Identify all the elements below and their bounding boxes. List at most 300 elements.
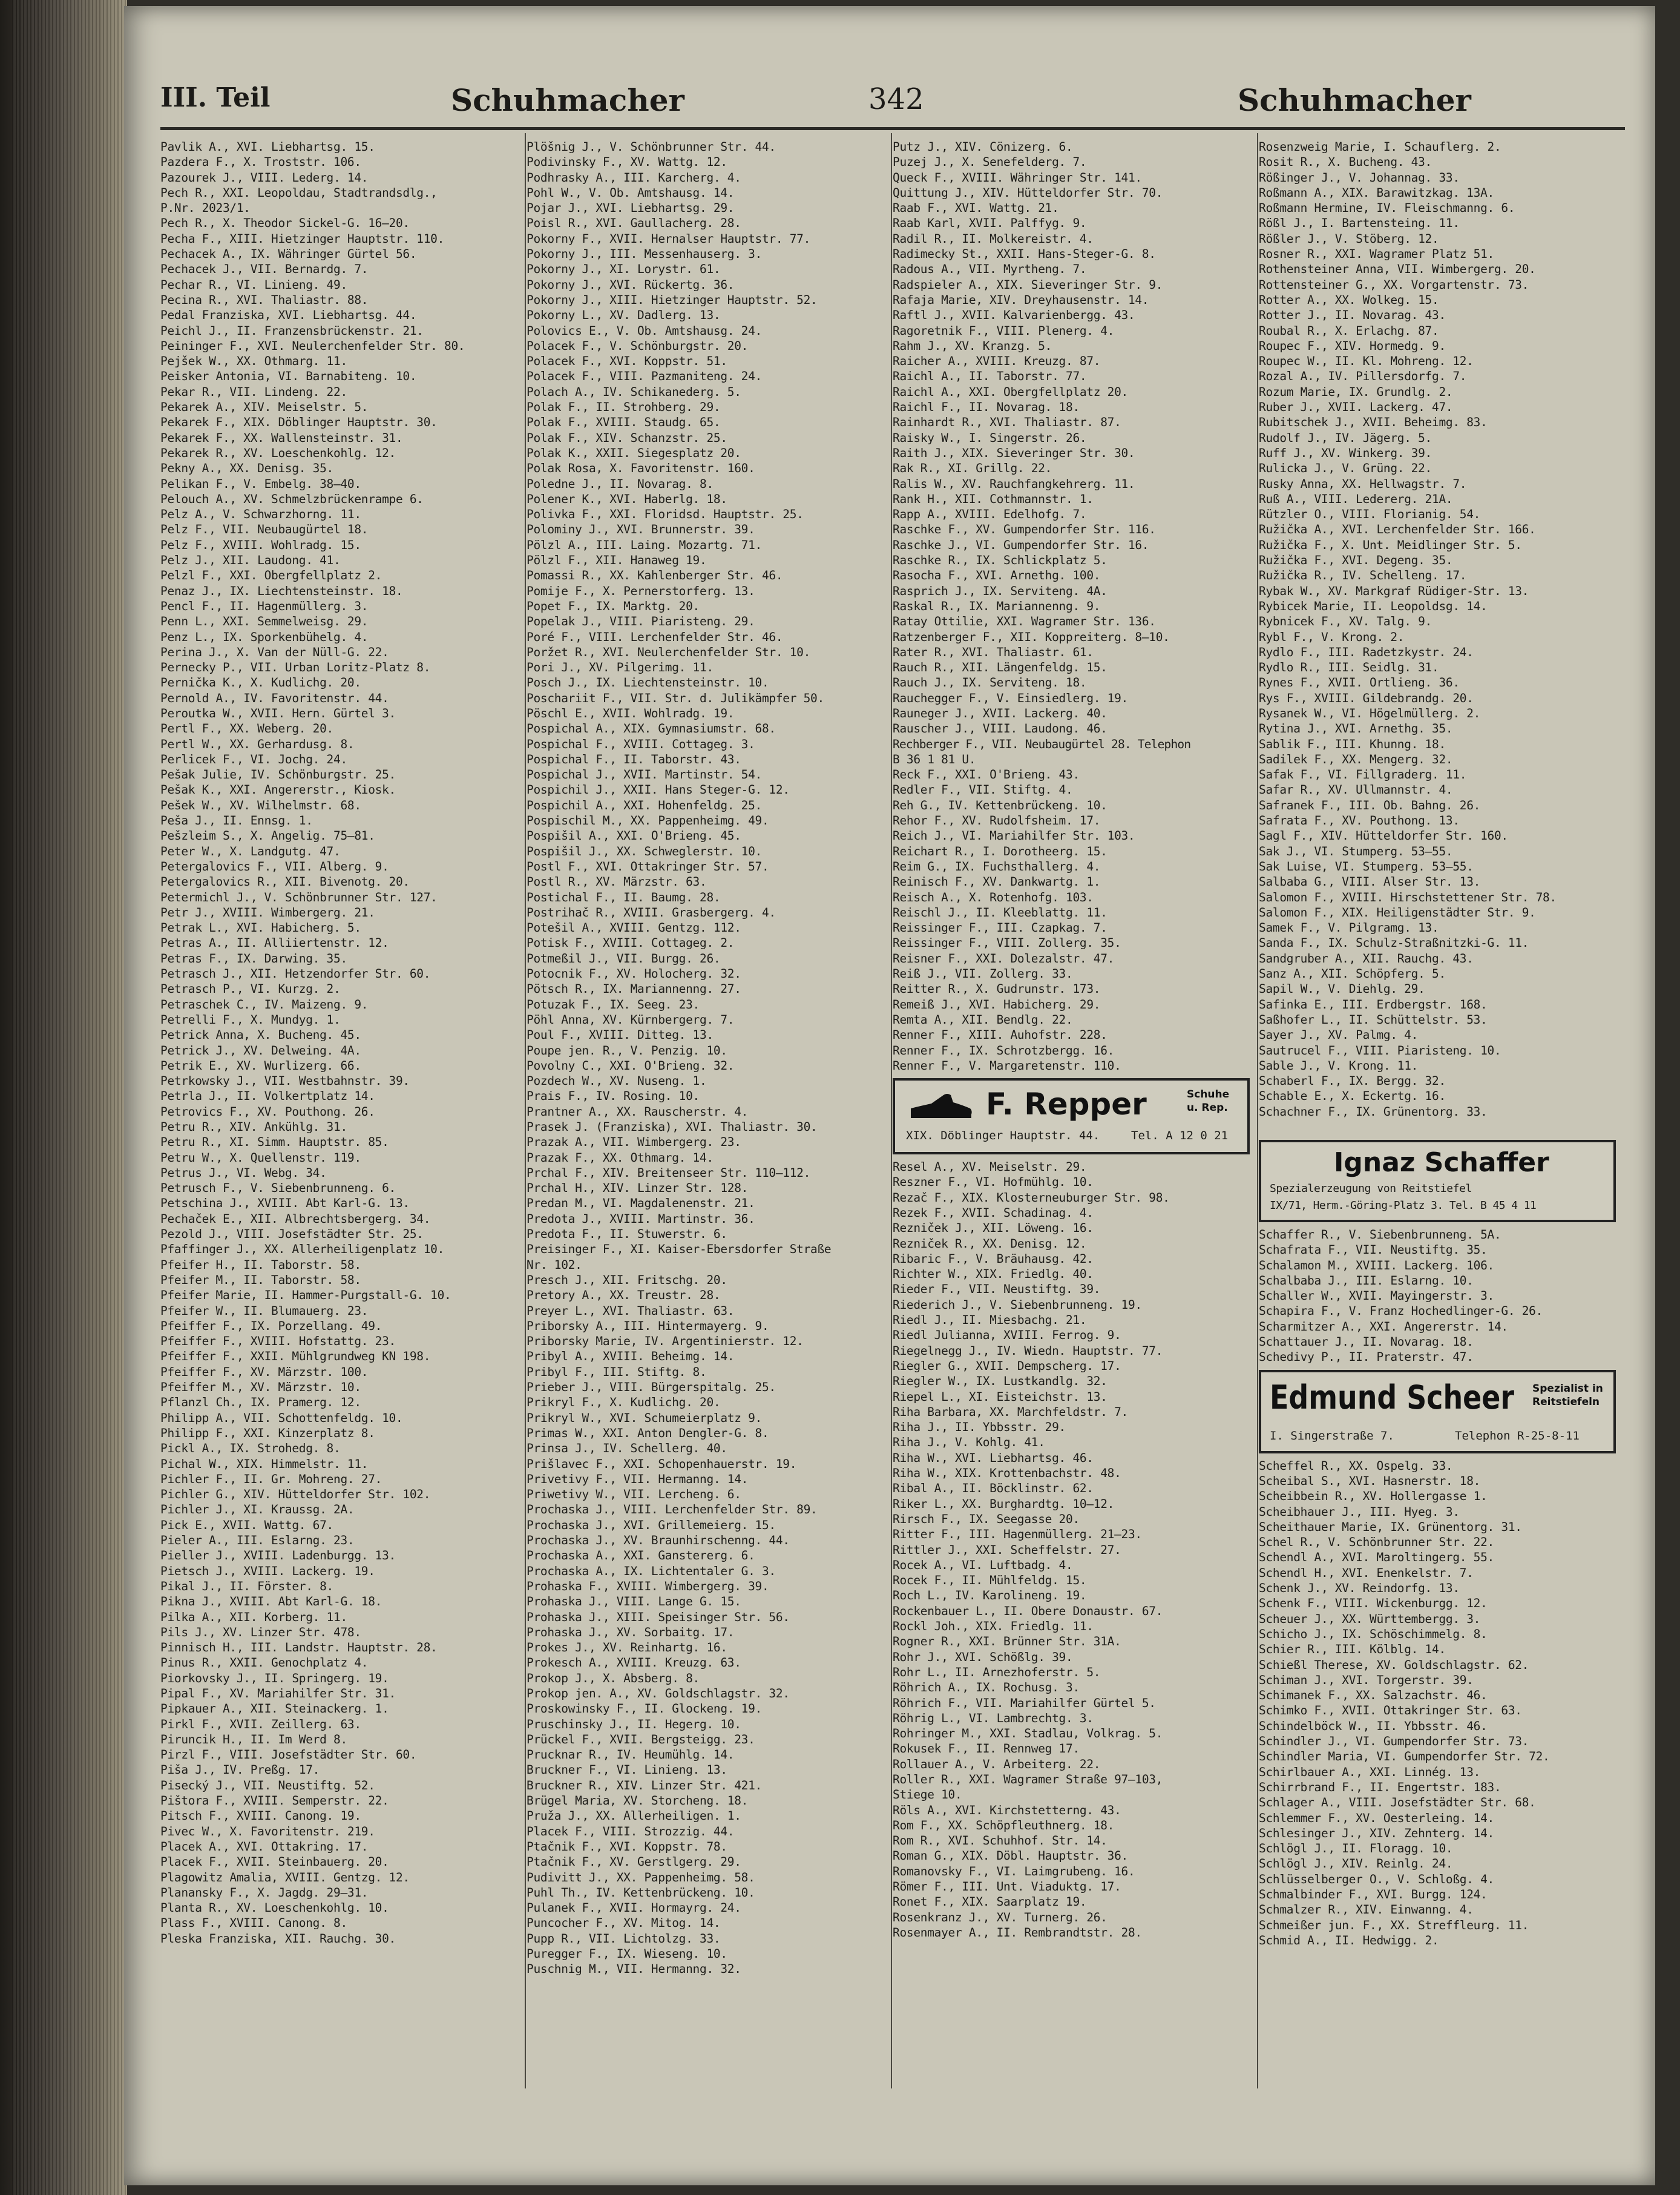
directory-entry: Riedl Julianna, XVIII. Ferrog. 9. (893, 1328, 1121, 1343)
directory-entry: Preisinger F., XI. Kaiser-Ebersdorfer Straße (527, 1242, 832, 1257)
directory-entry: Pernold A., IV. Favoritenstr. 44. (160, 691, 389, 705)
directory-entry: Pfeiffer F., XV. Märzstr. 100. (160, 1364, 369, 1379)
column-4-entries (1259, 139, 1616, 1119)
directory-entry: Rak R., XI. Grillg. 22. (893, 461, 1052, 476)
directory-entry: Schendl A., XVI. Maroltingerg. 55. (1259, 1550, 1494, 1565)
directory-entry: Ratay Ottilie, XXI. Wagramer Str. 136. (893, 614, 1156, 629)
directory-entry: Prasek J. (Franziska), XVI. Thaliastr. 30. (527, 1120, 818, 1134)
directory-entry: Schlesinger J., XIV. Zehnterg. 14. (1259, 1826, 1494, 1840)
directory-entry: Pfaffinger J., XX. Allerheiligenplatz 10. (160, 1242, 445, 1257)
directory-entry: Ruff J., XV. Winkerg. 39. (1259, 446, 1432, 460)
directory-entry: Pelz A., V. Schwarzhorng. 11. (160, 507, 361, 522)
directory-entry: Pfeifer H., II. Taborstr. 58. (160, 1257, 361, 1272)
directory-entry: Raichl F., II. Novarag. 18. (893, 400, 1080, 415)
directory-entry: Puregger F., IX. Wieseng. 10. (527, 1947, 727, 1961)
directory-entry: Potešil A., XVIII. Gentzg. 112. (527, 921, 741, 935)
directory-entry: Priborsky Marie, IV. Argentinierstr. 12. (527, 1334, 804, 1349)
directory-entry: Pencl F., II. Hagenmüllerg. 3. (160, 599, 369, 613)
directory-entry: Rasocha F., XVI. Arnethg. 100. (893, 568, 1101, 583)
scheer-tagline-1: Spezialist in (1532, 1382, 1603, 1395)
directory-entry: Popet F., IX. Marktg. 20. (527, 599, 700, 613)
directory-entry: Rezek F., XVII. Schadinag. 4. (893, 1206, 1094, 1220)
directory-entry: Polak F., XVIII. Staudg. 65. (527, 415, 721, 430)
directory-entry: Röhrig L., VI. Lambrechtg. 3. (893, 1711, 1094, 1725)
directory-entry: Pfeifer W., II. Blumauerg. 23. (160, 1303, 369, 1318)
directory-entry: Puncocher F., XV. Mitog. 14. (527, 1916, 721, 1930)
directory-entry: Raisky W., I. Singerstr. 26. (893, 430, 1087, 445)
directory-entry: Rechberger F., VII. Neubaugürtel 28. Telephon (893, 737, 1191, 751)
directory-entry: Pospichal A., XIX. Gymnasiumstr. 68. (527, 722, 776, 736)
directory-entry: Pedal Franziska, XVI. Liebhartsg. 44. (160, 308, 417, 323)
directory-entry: Rauneger J., XVII. Lackerg. 40. (893, 706, 1107, 720)
directory-entry: Pekarek F., XX. Wallensteinstr. 31. (160, 430, 403, 445)
directory-entry: Riegelnegg J., IV. Wiedn. Hauptstr. 77. (893, 1343, 1163, 1358)
directory-entry: Rasprich J., IX. Serviteng. 4A. (893, 584, 1107, 598)
directory-entry: Potuzak F., IX. Seeg. 23. (527, 997, 700, 1012)
directory-entry: Pekarek A., XIV. Meiselstr. 5. (160, 400, 369, 415)
directory-entry: B 36 1 81 U. (893, 752, 976, 766)
column-4 (1259, 139, 1616, 2137)
directory-entry: Schafrata F., VII. Neustiftg. 35. (1259, 1243, 1488, 1257)
directory-entry: Pretory A., XX. Treustr. 28. (527, 1288, 721, 1303)
directory-entry: Nr. 102. (527, 1257, 582, 1272)
repper-name: F. Repper (986, 1087, 1147, 1122)
directory-entry: Rauscher J., VIII. Laudong. 46. (893, 722, 1107, 736)
directory-entry: Peša J., II. Ennsg. 1. (160, 814, 313, 828)
directory-entry: Placek F., XVII. Steinbauerg. 20. (160, 1855, 389, 1869)
column-divider (1257, 133, 1258, 2088)
directory-entry: Pupp R., VII. Lichtolzg. 33. (527, 1931, 721, 1946)
directory-entry: Ruß A., VIII. Ledererg. 21A. (1259, 492, 1453, 506)
directory-entry: Pekar R., VII. Lindeng. 22. (160, 384, 347, 399)
directory-entry: Ružička F., XVI. Degeng. 35. (1259, 553, 1453, 568)
directory-entry: Peininger F., XVI. Neulerchenfelder Str. 80. (160, 338, 465, 353)
directory-entry: Prchal F., XIV. Breitenseer Str. 110—112. (527, 1165, 811, 1180)
directory-entry: Pernecky P., VII. Urban Loritz-Platz 8. (160, 660, 431, 675)
directory-entry: Petrusch F., V. Siebenbrunneng. 6. (160, 1181, 396, 1196)
directory-entry: Raab F., XVI. Wattg. 21. (893, 201, 1059, 216)
directory-entry: Prchal H., XIV. Linzer Str. 128. (527, 1181, 749, 1196)
directory-entry: Riha W., XIX. Krottenbachstr. 48. (893, 1466, 1121, 1481)
directory-entry: Raftl J., XVII. Kalvarienbergg. 43. (893, 308, 1135, 323)
directory-entry: Ragoretnik F., VIII. Plenerg. 4. (893, 323, 1115, 338)
directory-entry: Podivinsky F., XV. Wattg. 12. (527, 155, 727, 169)
directory-entry: Schendl H., XVI. Enenkelstr. 7. (1259, 1565, 1474, 1580)
directory-entry: Stiege 10. (893, 1788, 962, 1802)
directory-entry: Radimecky St., XXII. Hans-Steger-G. 8. (893, 247, 1156, 262)
directory-entry: Rehor F., XV. Rudolfsheim. 17. (893, 814, 1101, 828)
directory-entry: Plagowitz Amalia, XVIII. Gentzg. 12. (160, 1870, 410, 1884)
directory-entry: Petrick J., XV. Delweing. 4A. (160, 1043, 361, 1058)
directory-entry: Rom R., XVI. Schuhhof. Str. 14. (893, 1834, 1107, 1848)
directory-entry: Pori J., XV. Pilgerimg. 11. (527, 660, 714, 675)
directory-entry: Riedl J., II. Miesbachg. 21. (893, 1313, 1087, 1328)
directory-entry: Rößler J., V. Stöberg. 12. (1259, 231, 1439, 246)
directory-entry: Pickl A., IX. Strohedg. 8. (160, 1441, 341, 1456)
directory-entry: Riegler W., IX. Lustkandlg. 32. (893, 1374, 1107, 1389)
directory-entry: Bruckner R., XIV. Linzer Str. 421. (527, 1778, 762, 1792)
directory-entry: Schedivy P., II. Praterstr. 47. (1259, 1350, 1474, 1364)
directory-entry: Planansky F., X. Jagdg. 29—31. (160, 1885, 369, 1900)
directory-entry: Rysanek W., VI. Högelmüllerg. 2. (1259, 706, 1481, 720)
directory-entry: Postl F., XVI. Ottakringer Str. 57. (527, 859, 769, 874)
directory-entry: Sable J., V. Krong. 11. (1259, 1058, 1419, 1073)
shoe-icon (908, 1090, 974, 1124)
directory-entry: Pelz F., XVIII. Wohlradg. 15. (160, 538, 361, 552)
directory-entry: Petru W., X. Quellenstr. 119. (160, 1150, 361, 1165)
directory-entry: Pfeifer Marie, II. Hammer-Purgstall-G. 10. (160, 1288, 451, 1303)
directory-entry: Pešak Julie, IV. Schönburgstr. 25. (160, 768, 396, 782)
directory-entry: Presch J., XII. Fritschg. 20. (527, 1272, 727, 1287)
directory-entry: Popelak J., VIII. Piaristeng. 29. (527, 614, 755, 629)
directory-entry: Ribaric F., V. Bräuhausg. 42. (893, 1251, 1094, 1266)
directory-entry: Pertl W., XX. Gerhardusg. 8. (160, 737, 355, 751)
directory-entry: Preyer L., XVI. Thaliastr. 63. (527, 1303, 735, 1318)
directory-entry: Schmalzer R., XIV. Einwanng. 4. (1259, 1903, 1474, 1917)
directory-entry: Pivec W., X. Favoritenstr. 219. (160, 1824, 375, 1838)
directory-entry: Perlicek F., VI. Jochg. 24. (160, 752, 347, 766)
directory-entry: Prazak F., XX. Othmarg. 14. (527, 1150, 714, 1165)
directory-entry: Schimko F., XVII. Ottakringer Str. 63. (1259, 1703, 1522, 1718)
directory-entry: Postrihač R., XVIII. Grasbergerg. 4. (527, 905, 776, 920)
directory-entry: Pieller J., XVIII. Ladenburgg. 13. (160, 1548, 396, 1563)
directory-entry: Reiß J., VII. Zollerg. 33. (893, 967, 1073, 981)
directory-entry: Salbaba G., VIII. Alser Str. 13. (1259, 875, 1481, 889)
directory-entry: Petrla J., II. Volkertplatz 14. (160, 1089, 375, 1104)
directory-entry: Prantner A., XX. Rauscherstr. 4. (527, 1104, 749, 1119)
directory-entry: Petergalovics R., XII. Bivenotg. 20. (160, 875, 410, 889)
directory-entry: Prucknar R., IV. Heumühlg. 14. (527, 1748, 735, 1762)
directory-entry: Petrick Anna, X. Bucheng. 45. (160, 1028, 361, 1042)
directory-entry: Röls A., XVI. Kirchstetterng. 43. (893, 1803, 1121, 1817)
directory-entry: Schmid A., II. Hedwigg. 2. (1259, 1933, 1439, 1947)
directory-entry: Riha Barbara, XX. Marchfeldstr. 7. (893, 1404, 1128, 1419)
directory-entry: Safak F., VI. Fillgraderg. 11. (1259, 768, 1467, 782)
directory-entry: Plass F., XVIII. Canong. 8. (160, 1916, 347, 1930)
directory-entry: Rank H., XII. Cothmannstr. 1. (893, 492, 1094, 506)
directory-entry: Pfeiffer M., XV. Märzstr. 10. (160, 1380, 361, 1395)
directory-entry: Priwetivy W., VII. Lercheng. 6. (527, 1487, 741, 1502)
directory-entry: Podhrasky A., III. Karcherg. 4. (527, 170, 741, 185)
directory-entry: Schießl Therese, XV. Goldschlagstr. 62. (1259, 1657, 1529, 1672)
directory-entry: Privetivy F., VII. Hermanng. 14. (527, 1472, 749, 1486)
directory-entry: Predan M., VI. Magdalenenstr. 21. (527, 1196, 755, 1211)
directory-entry: Prokop J., X. Absberg. 8. (527, 1671, 700, 1685)
directory-entry: Rotter A., XX. Wolkeg. 15. (1259, 292, 1439, 307)
directory-entry: Pinus R., XXII. Genochplatz 4. (160, 1656, 369, 1670)
directory-entry: Schaberl F., IX. Bergg. 32. (1259, 1074, 1446, 1088)
directory-entry: Rezniček J., XII. Löweng. 16. (893, 1221, 1094, 1236)
directory-entry: Poisl R., XVI. Gaullacherg. 28. (527, 216, 741, 231)
directory-entry: Reichart R., I. Dorotheerg. 15. (893, 844, 1107, 858)
directory-entry: Scheibal S., XVI. Hasnerstr. 18. (1259, 1473, 1481, 1488)
directory-entry: Rubitschek J., XVII. Beheimg. 83. (1259, 415, 1488, 430)
directory-entry: Prochaska A., XXI. Ganstererg. 6. (527, 1548, 755, 1563)
directory-entry: Prieber J., VIII. Bürgerspitalg. 25. (527, 1380, 776, 1395)
directory-page (124, 6, 1655, 2185)
directory-entry: Proskowinsky F., II. Glockeng. 19. (527, 1702, 762, 1716)
directory-entry: Rockenbauer L., II. Obere Donaustr. 67. (893, 1604, 1163, 1618)
directory-entry: Schmeißer jun. F., XX. Streffleurg. 11. (1259, 1918, 1529, 1932)
directory-entry: Pitsch F., XVIII. Canong. 19. (160, 1809, 361, 1823)
directory-entry: Pudivitt J., XX. Pappenheimg. 58. (527, 1870, 755, 1884)
directory-entry: Rosenmayer A., II. Rembrandtstr. 28. (893, 1925, 1142, 1940)
directory-entry: Roßmann A., XIX. Barawitzkag. 13A. (1259, 185, 1494, 200)
directory-entry: Rybl F., V. Krong. 2. (1259, 630, 1405, 644)
directory-entry: Pleska Franziska, XII. Rauchg. 30. (160, 1931, 396, 1946)
directory-entry: Poschariit F., VII. Str. d. Julikämpfer 50. (527, 691, 824, 705)
directory-entry: Schlager A., VIII. Josefstädter Str. 68. (1259, 1795, 1536, 1810)
column-4-entries-continued (1259, 1227, 1616, 1365)
directory-entry: Pertl F., XX. Weberg. 20. (160, 722, 334, 736)
directory-entry: Riederich J., V. Siebenbrunneng. 19. (893, 1297, 1142, 1312)
directory-entry: Quittung J., XIV. Hütteldorfer Str. 70. (893, 185, 1163, 200)
directory-entry: Rybak W., XV. Markgraf Rüdiger-Str. 13. (1259, 584, 1529, 598)
directory-entry: Pohl W., V. Ob. Amtshausg. 14. (527, 185, 735, 200)
directory-entry: Rusky Anna, XX. Hellwagstr. 7. (1259, 476, 1467, 491)
directory-entry: Pichler G., XIV. Hütteldorfer Str. 102. (160, 1487, 431, 1502)
directory-entry: Richter W., XIX. Friedlg. 40. (893, 1267, 1094, 1282)
directory-entry: Pešzleim S., X. Angelig. 75—81. (160, 829, 375, 843)
directory-entry: Rosenkranz J., XV. Turnerg. 26. (893, 1910, 1107, 1924)
directory-entry: Schicho J., IX. Schöschimmelg. 8. (1259, 1627, 1488, 1641)
directory-entry: Schattauer J., II. Novarag. 18. (1259, 1335, 1474, 1349)
directory-entry: Pozdech W., XV. Nuseng. 1. (527, 1074, 707, 1088)
directory-entry: Prochaska J., XV. Braunhirschenng. 44. (527, 1533, 790, 1548)
directory-entry: Schachner F., IX. Grünentorg. 33. (1259, 1104, 1488, 1119)
directory-entry: Romanovsky F., VI. Laimgrubeng. 16. (893, 1864, 1135, 1878)
directory-entry: Petrelli F., X. Mundyg. 1. (160, 1012, 341, 1027)
directory-entry: Reitter R., X. Gudrunstr. 173. (893, 982, 1101, 996)
spacer (1259, 1119, 1616, 1135)
directory-entry: Rocek F., II. Mühlfeldg. 15. (893, 1573, 1087, 1588)
directory-entry: Postichal F., II. Baumg. 28. (527, 890, 721, 904)
directory-entry: Salomon F., XVIII. Hirschstettener Str. 78. (1259, 890, 1557, 904)
directory-entry: Plöšnig J., V. Schönbrunner Str. 44. (527, 140, 776, 154)
directory-entry: Raichl A., XXI. Obergfellplatz 20. (893, 384, 1128, 399)
column-3 (893, 139, 1250, 2137)
directory-entry: Roupec W., II. Kl. Mohreng. 12. (1259, 354, 1474, 369)
directory-entry: Piša J., IV. Preßg. 17. (160, 1763, 320, 1777)
directory-entry: Raschke F., XV. Gumpendorfer Str. 116. (893, 522, 1156, 537)
directory-entry: Raschke J., VI. Gumpendorfer Str. 16. (893, 538, 1149, 552)
column-2 (527, 139, 884, 2137)
directory-entry: Peichl J., II. Franzensbrückenstr. 21. (160, 323, 424, 338)
directory-entry: Schindler J., VI. Gumpendorfer Str. 73. (1259, 1734, 1529, 1749)
repper-advertisement (893, 1078, 1250, 1154)
directory-entry: Schenk F., VIII. Wickenburgg. 12. (1259, 1596, 1488, 1611)
directory-entry: Prohaska J., XV. Sorbaitg. 17. (527, 1625, 735, 1639)
directory-entry: Sak J., VI. Stumperg. 53—55. (1259, 844, 1453, 858)
directory-entry: Pelikan F., V. Embelg. 38—40. (160, 476, 361, 491)
directory-entry: Petras A., II. Alliiertenstr. 12. (160, 936, 389, 950)
directory-entry: Pernička K., X. Kudlichg. 20. (160, 676, 361, 690)
directory-entry: Poré F., VIII. Lerchenfelder Str. 46. (527, 630, 783, 644)
directory-entry: Potisk F., XVIII. Cottageg. 2. (527, 936, 735, 950)
directory-entry: Pospišil J., XX. Schweglerstr. 10. (527, 844, 762, 858)
directory-entry: Pechaček E., XII. Albrechtsbergerg. 34. (160, 1211, 431, 1226)
directory-entry: Pospišil A., XXI. O'Brieng. 45. (527, 829, 741, 843)
column-divider (525, 133, 526, 2088)
directory-entry: Römer F., III. Unt. Viaduktg. 17. (893, 1880, 1121, 1894)
directory-entry: Pelouch A., XV. Schmelzbrückenrampe 6. (160, 492, 424, 506)
directory-entry: Scharmitzer A., XXI. Angererstr. 14. (1259, 1319, 1508, 1334)
directory-entry: Pölzl A., III. Laing. Mozartg. 71. (527, 538, 762, 552)
directory-entry: Roubal R., X. Erlachg. 87. (1259, 323, 1439, 338)
directory-entry: Röhrich F., VII. Mariahilfer Gürtel 5. (893, 1696, 1156, 1710)
directory-entry: Philipp A., VII. Schottenfeldg. 10. (160, 1410, 403, 1425)
directory-entry: Placek F., VIII. Strozzig. 44. (527, 1824, 735, 1838)
scheer-address: I. Singerstraße 7. (1270, 1429, 1394, 1443)
directory-entry: Polak F., II. Strohberg. 29. (527, 400, 721, 415)
scheer-name: Edmund Scheer (1270, 1378, 1515, 1417)
directory-entry: Renner F., IX. Schrotzbergg. 16. (893, 1043, 1115, 1058)
directory-entry: Polacek F., VIII. Pazmaniteng. 24. (527, 369, 762, 384)
directory-entry: Riha J., V. Kohlg. 41. (893, 1435, 1045, 1450)
directory-entry: Schindelböck W., II. Ybbsstr. 46. (1259, 1719, 1488, 1733)
directory-entry: Rater R., XVI. Thaliastr. 61. (893, 645, 1094, 659)
directory-entry: Pilka A., XII. Korberg. 11. (160, 1610, 347, 1624)
directory-entry: Sadilek F., XX. Mengerg. 32. (1259, 752, 1453, 766)
directory-entry: Rezač F., XIX. Klosterneuburger Str. 98. (893, 1190, 1170, 1205)
directory-entry: Raskal R., IX. Mariannenng. 9. (893, 599, 1101, 613)
directory-entry: Remeiß J., XVI. Habicherg. 29. (893, 997, 1101, 1012)
directory-entry: Pekarek F., XIX. Döblinger Hauptstr. 30. (160, 415, 438, 430)
book-page-edge-lines (12, 0, 127, 2195)
directory-entry: Pichler J., XI. Kraussg. 2A. (160, 1502, 355, 1517)
directory-entry: Rosenzweig Marie, I. Schauflerg. 2. (1259, 140, 1501, 154)
directory-entry: Roch L., IV. Karolineng. 19. (893, 1588, 1087, 1603)
directory-entry: Polacek F., V. Schönburgstr. 20. (527, 338, 749, 353)
directory-entry: Rulicka J., V. Grüng. 22. (1259, 461, 1432, 476)
directory-entry: Petrus J., VI. Webg. 34. (160, 1165, 327, 1180)
column-4-entries-final (1259, 1458, 1616, 1949)
directory-entry: Rößinger J., V. Johannag. 33. (1259, 170, 1460, 185)
scheer-tagline-2: Reitstiefeln (1532, 1395, 1600, 1408)
directory-entry: Reinisch F., XV. Dankwartg. 1. (893, 875, 1101, 889)
directory-entry: Schmalbinder F., XVI. Burgg. 124. (1259, 1887, 1488, 1901)
schaffer-address: IX/71, Herm.-Göring-Platz 3. Tel. B 45 4 11 (1270, 1199, 1537, 1212)
directory-entry: Sapil W., V. Diehlg. 29. (1259, 982, 1425, 996)
directory-entry: Schier R., III. Kölblg. 14. (1259, 1642, 1446, 1657)
directory-entry: Petrkowsky J., VII. Westbahnstr. 39. (160, 1074, 410, 1088)
directory-entry: Penaz J., IX. Liechtensteinstr. 18. (160, 584, 403, 598)
directory-entry: Pechacek J., VII. Bernardg. 7. (160, 262, 369, 277)
directory-entry: Brügel Maria, XV. Storcheng. 18. (527, 1794, 749, 1808)
directory-entry: Raichl A., II. Taborstr. 77. (893, 369, 1087, 384)
directory-entry: Raschke R., IX. Schlickplatz 5. (893, 553, 1107, 568)
directory-entry: Pospichal J., XVII. Martinstr. 54. (527, 768, 762, 782)
directory-entry: Pezold J., VIII. Josefstädter Str. 25. (160, 1227, 424, 1242)
directory-entry: Schlögl J., XIV. Reinlg. 24. (1259, 1857, 1453, 1871)
directory-entry: Rokusek F., II. Rennweg 17. (893, 1742, 1080, 1756)
directory-entry: Pirkl F., XVII. Zeillerg. 63. (160, 1717, 361, 1731)
directory-entry: Schiman J., XVI. Torgerstr. 39. (1259, 1673, 1474, 1687)
directory-entry: Pölzl F., XII. Hanaweg 19. (527, 553, 707, 568)
directory-entry: Pichler F., II. Gr. Mohreng. 27. (160, 1472, 382, 1486)
directory-entry: Pick E., XVII. Wattg. 67. (160, 1518, 334, 1532)
directory-entry: Reischl J., II. Kleeblattg. 11. (893, 905, 1107, 920)
directory-entry: Reisner F., XXI. Dolezalstr. 47. (893, 951, 1115, 966)
directory-entry: Pipal F., XV. Mariahilfer Str. 31. (160, 1686, 396, 1700)
repper-tagline-1: Schuhe (1187, 1088, 1230, 1101)
directory-entry: Pfeiffer F., IX. Porzellang. 49. (160, 1318, 382, 1333)
directory-entry: Schable E., X. Eckertg. 16. (1259, 1089, 1446, 1104)
directory-entry: Samek F., V. Pilgramg. 13. (1259, 921, 1439, 935)
right-section-title: Schuhmacher (1238, 82, 1471, 118)
directory-entry: Rauch R., XII. Längenfeldg. 15. (893, 660, 1107, 675)
directory-entry: Reissinger F., VIII. Zollerg. 35. (893, 936, 1121, 950)
directory-entry: Pokorny J., XIII. Hietzinger Hauptstr. 52. (527, 292, 818, 307)
directory-entry: Pöhl Anna, XV. Kürnbergerg. 7. (527, 1012, 735, 1027)
scheer-phone: Telephon R-25-8-11 (1455, 1429, 1580, 1443)
directory-entry: Potocnik F., XV. Holocherg. 32. (527, 967, 741, 981)
directory-entry: Predota F., II. Stuwerstr. 6. (527, 1227, 727, 1242)
directory-entry: Sak Luise, VI. Stumperg. 53—55. (1259, 859, 1474, 874)
directory-entry: Ružička R., IV. Schelleng. 17. (1259, 568, 1467, 583)
directory-entry: Schel R., V. Schönbrunner Str. 22. (1259, 1535, 1494, 1550)
directory-entry: Sautrucel F., VIII. Piaristeng. 10. (1259, 1043, 1501, 1058)
directory-entry: Reszner F., VI. Hofmühlg. 10. (893, 1175, 1094, 1190)
column-3-entries (893, 139, 1250, 1073)
directory-entry: Remta A., XII. Bendlg. 22. (893, 1012, 1073, 1027)
directory-entry: Pipkauer A., XII. Steinackerg. 1. (160, 1702, 389, 1716)
directory-entry: Placek A., XVI. Ottakring. 17. (160, 1839, 369, 1854)
directory-entry: Prokesch A., XVIII. Kreuzg. 63. (527, 1656, 741, 1670)
directory-entry: Raab Karl, XVII. Palffyg. 9. (893, 216, 1087, 231)
directory-entry: Scheffel R., XX. Ospelg. 33. (1259, 1458, 1453, 1473)
directory-entry: Rafaja Marie, XIV. Dreyhausenstr. 14. (893, 292, 1149, 307)
directory-entry: Renner F., XIII. Auhofstr. 228. (893, 1028, 1107, 1042)
directory-entry: Poul F., XVIII. Ditteg. 13. (527, 1028, 714, 1042)
directory-entry: Raith J., XIX. Sieveringer Str. 30. (893, 446, 1135, 460)
directory-entry: Prazak A., VII. Wimbergerg. 23. (527, 1135, 741, 1150)
directory-entry: Rybicek Marie, II. Leopoldsg. 14. (1259, 599, 1488, 613)
directory-entry: Pejšek W., XX. Othmarg. 11. (160, 354, 347, 369)
directory-entry: Penz L., IX. Sporkenbühelg. 4. (160, 630, 369, 644)
directory-entry: P.Nr. 2023/1. (160, 201, 251, 216)
directory-entry: Riegler G., XVII. Dempscherg. 17. (893, 1358, 1121, 1373)
directory-entry: Pinnisch H., III. Landstr. Hauptstr. 28. (160, 1640, 438, 1655)
directory-entry: Reissinger F., III. Czapkag. 7. (893, 921, 1107, 935)
directory-entry: Pribyl F., III. Stiftg. 8. (527, 1364, 707, 1379)
directory-entry: Rieder F., VII. Neustiftg. 39. (893, 1282, 1101, 1297)
directory-entry: Rosner R., XXI. Wagramer Platz 51. (1259, 247, 1494, 262)
directory-entry: Predota J., XVIII. Martinstr. 36. (527, 1211, 755, 1226)
directory-entry: Scheibhauer J., III. Hyeg. 3. (1259, 1504, 1460, 1519)
part-label: III. Teil (160, 82, 271, 113)
directory-entry: Petrovics F., XV. Pouthong. 26. (160, 1104, 375, 1119)
directory-entry: Rittler J., XXI. Scheffelstr. 27. (893, 1542, 1121, 1557)
left-section-title: Schuhmacher (451, 82, 684, 118)
directory-entry: Radous A., VII. Myrtheng. 7. (893, 262, 1087, 277)
directory-entry: Rollauer A., V. Arbeiterg. 22. (893, 1757, 1101, 1771)
directory-entry: Pokorny L., XV. Dadlerg. 13. (527, 308, 721, 323)
directory-entry: Pomassi R., XX. Kahlenberger Str. 46. (527, 568, 783, 583)
directory-entry: Puzej J., X. Senefelderg. 7. (893, 155, 1087, 169)
directory-entry: Reisch A., X. Rotenhofg. 103. (893, 890, 1094, 904)
directory-entry: Prochaska J., VIII. Lerchenfelder Str. 89. (527, 1502, 818, 1517)
column-divider (891, 133, 892, 2088)
directory-entry: Petschina J., XVIII. Abt Karl-G. 13. (160, 1196, 410, 1211)
directory-entry: Pflanzl Ch., IX. Pramerg. 12. (160, 1395, 361, 1410)
directory-entry: Pirzl F., VIII. Josefstädter Str. 60. (160, 1748, 417, 1762)
directory-entry: Prochaska A., IX. Lichtentaler G. 3. (527, 1564, 776, 1578)
directory-entry: Polovics E., V. Ob. Amtshausg. 24. (527, 323, 762, 338)
directory-entry: Riepel L., XI. Eisteichstr. 13. (893, 1389, 1107, 1404)
directory-entry: Primas W., XXI. Anton Dengler-G. 8. (527, 1426, 769, 1440)
directory-entry: Rocek A., VI. Luftbadg. 4. (893, 1558, 1073, 1572)
